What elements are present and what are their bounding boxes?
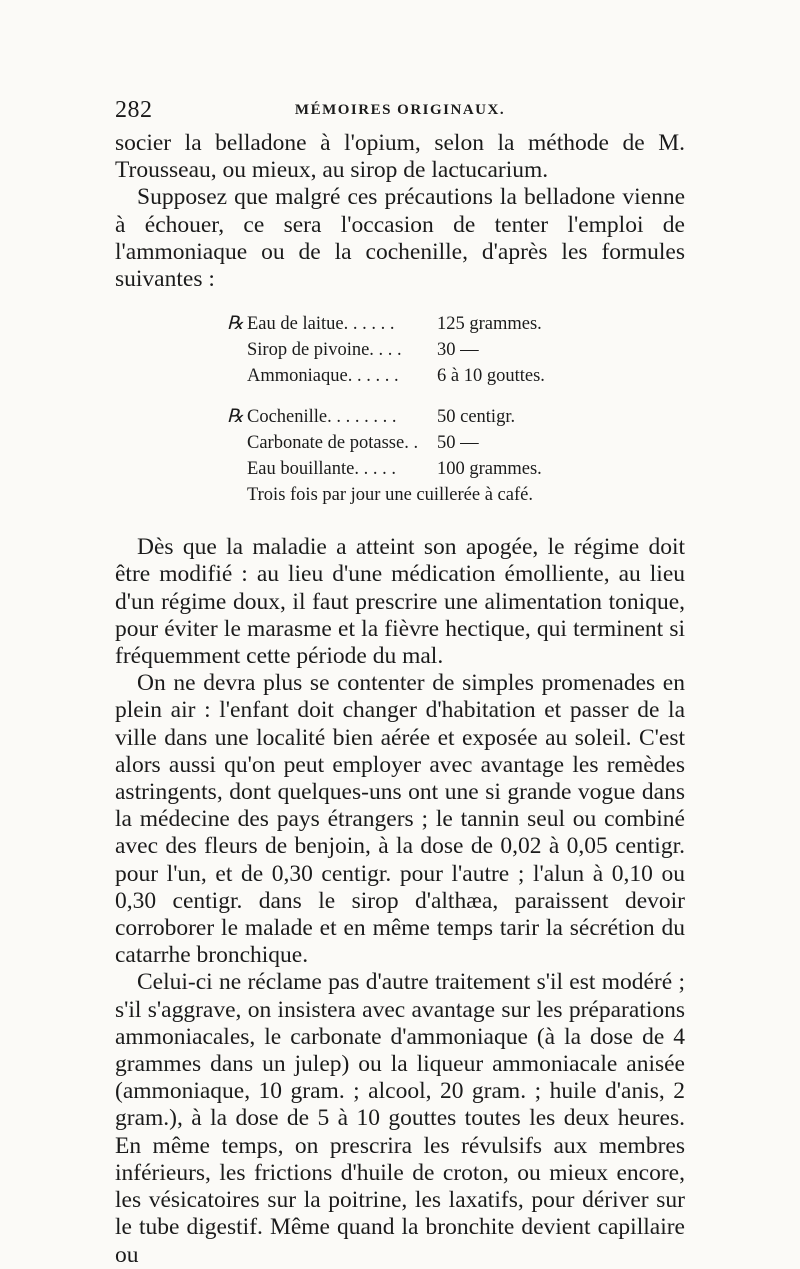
formula-quantity: 125 grammes. <box>437 314 542 335</box>
formula-line <box>115 456 685 482</box>
formula-line <box>115 430 685 456</box>
paragraph: Celui-ci ne réclame pas d'autre traitement s'il est modéré ; s'il s'aggrave, on insistera avec avantage sur les préparations ammoniacales, le carbonate d'ammoniaque (à la dose de 4 grammes dans un julep) ou la liqueur ammoniacale anisée (ammoniaque, 10 gram. ; alcool, 20 gram. ; huile d'anis, 2 gram.), à la dose de 5 à 10 gouttes toutes les deux heures. En même temps, on prescrira les révulsifs aux membres inférieurs, les frictions d'huile de croton, ou mieux encore, les vésicatoires sur la poitrine, les laxatifs, pour dériver sur le tube digestif. Même quand la bronchite devient capillaire ou <box>115 969 685 1268</box>
formula-ingredient: Eau bouillante. . . . . <box>247 459 396 480</box>
formula-cochenille <box>115 404 685 508</box>
formula-quantity: 50 — <box>437 433 479 454</box>
recipe-symbol-icon: ℞ <box>227 407 244 428</box>
page-number: 282 <box>115 97 153 123</box>
formula-quantity: 100 grammes. <box>437 459 542 480</box>
formula-ingredient: Carbonate de potasse. . <box>247 433 419 454</box>
formula-ingredient: Sirop de pivoine. . . . <box>247 340 402 361</box>
running-title: MÉMOIRES ORIGINAUX. <box>294 102 506 118</box>
body-text <box>115 130 685 1269</box>
formula-instruction: Trois fois par jour une cuillerée à café. <box>247 485 533 506</box>
formula-line <box>115 482 685 508</box>
formula-line <box>115 363 685 389</box>
paragraph: Dès que la maladie a atteint son apogée, le régime doit être modifié : au lieu d'une médication émolliente, au lieu d'un régime doux, il faut prescrire une alimentation tonique, pour éviter le marasme et la fièvre hectique, qui terminent si fréquemment cette période du mal. <box>115 534 685 670</box>
page-header <box>115 97 685 127</box>
formula-quantity: 6 à 10 gouttes. <box>437 366 545 387</box>
formula-quantity: 50 centigr. <box>437 407 516 428</box>
formula-quantity: 30 — <box>437 340 479 361</box>
paragraph-continuation: socier la belladone à l'opium, selon la méthode de M. Trousseau, ou mieux, au sirop de lactucarium. <box>115 130 685 184</box>
formula-ammoniaque <box>115 311 685 389</box>
formula-ingredient: Ammoniaque. . . . . . <box>247 366 399 387</box>
paragraph: On ne devra plus se contenter de simples promenades en plein air : l'enfant doit changer d'habitation et passer de la ville dans une localité bien aérée et exposée au soleil. C'est alors aussi qu'on peut employer avec avantage les remèdes astringents, dont quelques-uns ont une si grande vogue dans la médecine des pays étrangers ; le tannin seul ou combiné avec des fleurs de benjoin, à la dose de 0,02 à 0,05 centigr. pour l'un, et de 0,30 centigr. pour l'autre ; l'alun à 0,10 ou 0,30 centigr. dans le sirop d'althæa, paraissent devoir corroborer le malade et en même temps tarir la sécrétion du catarrhe bronchique. <box>115 670 685 969</box>
formula-line <box>115 337 685 363</box>
formula-ingredient: Cochenille. . . . . . . . <box>247 407 397 428</box>
recipe-symbol-icon: ℞ <box>227 314 244 335</box>
formula-line <box>115 404 685 430</box>
formula-ingredient: Eau de laitue. . . . . . <box>247 314 395 335</box>
formula-line <box>115 311 685 337</box>
paragraph: Supposez que malgré ces précautions la belladone vienne à échouer, ce sera l'occasion de tenter l'emploi de l'ammoniaque ou de la cochenille, d'après les formules suivantes : <box>115 184 685 293</box>
